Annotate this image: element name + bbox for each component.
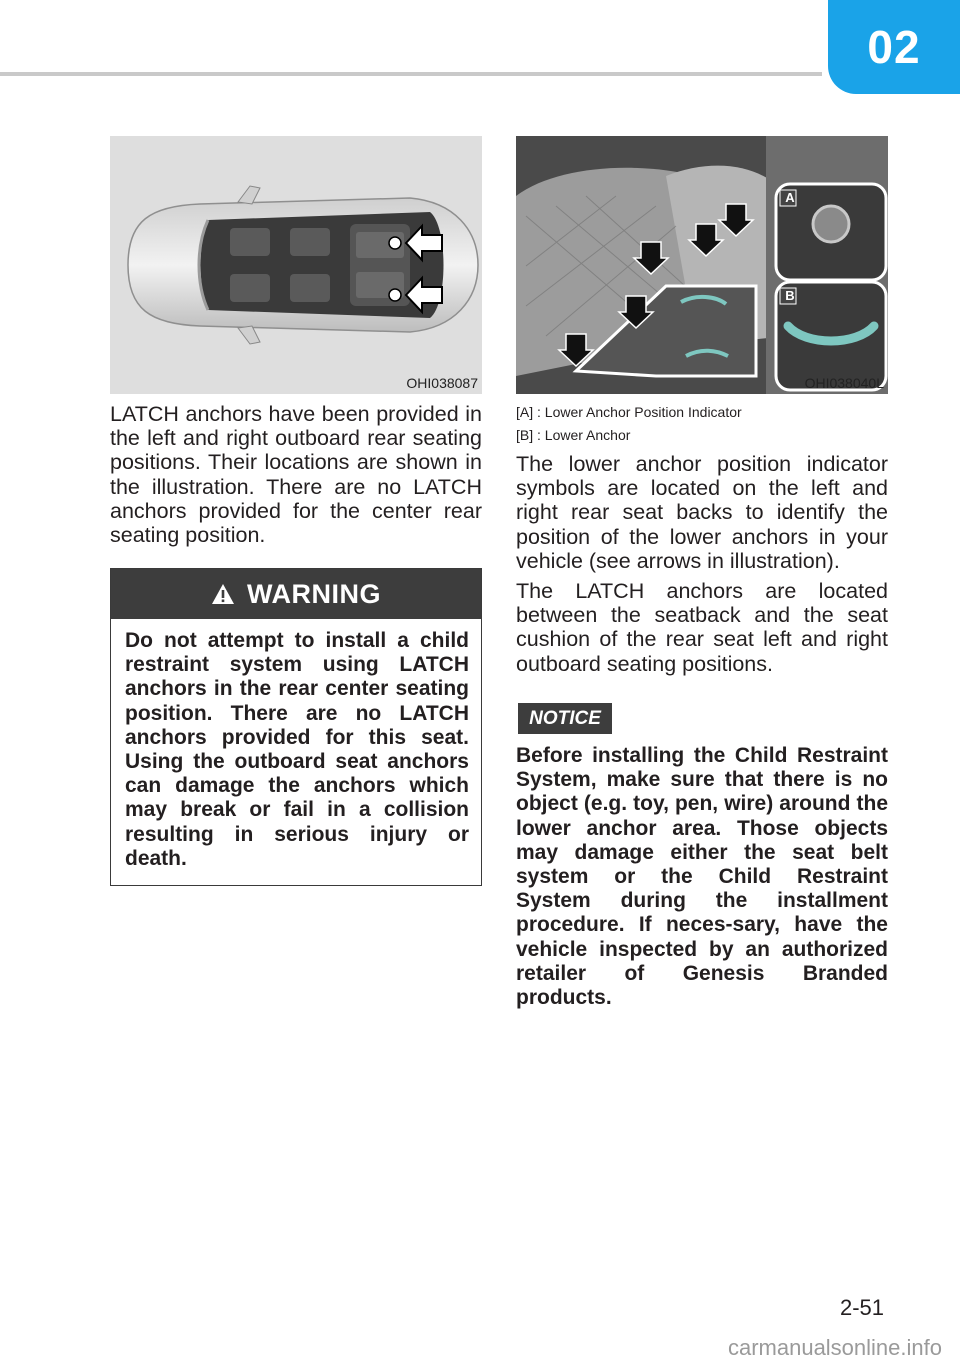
warning-triangle-icon — [211, 583, 235, 605]
notice-badge: NOTICE — [518, 703, 612, 734]
page-number: 2-51 — [840, 1295, 885, 1320]
anchor-location-paragraph: The LATCH anchors are located between the seatback and the seat cushion of the rear seat left and right outboard seating positions. — [516, 579, 888, 676]
car-top-view-illustration — [110, 136, 482, 394]
label-a: A — [785, 190, 795, 205]
car-top-view-drawing — [110, 136, 482, 394]
warning-header — [111, 569, 481, 619]
indicator-paragraph: The lower anchor position indicator symbols are located on the left and right rear seat backs to identify the position of the lower anchors in your vehicle (see arrows in illustration). — [516, 452, 888, 573]
chapter-tab: 02 — [828, 0, 960, 94]
caption-b: [B] : Lower Anchor — [516, 427, 631, 443]
latch-intro-paragraph: LATCH anchors have been provided in the left and right outboard rear seating positions. Their locations are shown in the illustration. There are no LATCH anchors provided for the center rear seating position. — [110, 402, 482, 548]
watermark: carmanualsonline.info — [727, 1335, 942, 1360]
header-rule — [0, 72, 822, 76]
rear-seat-illustration — [516, 136, 888, 394]
label-b: B — [785, 288, 795, 303]
figure-code: OHI038040L — [804, 375, 884, 391]
warning-title: WARNING — [247, 578, 381, 609]
warning-box — [110, 568, 482, 886]
caption-a: [A] : Lower Anchor Position Indicator — [516, 404, 742, 420]
warning-text: Do not attempt to install a child restraint system using LATCH anchors in the rear center seating position. There are no LATCH anchors provided for this seat. Using the outboard seat anchors can damage the anchors which may break or fail in a collision resulting in serious injury or death. — [125, 629, 469, 870]
rear-seat-drawing — [516, 136, 888, 394]
figure-code: OHI038087 — [406, 375, 478, 391]
notice-text: Before installing the Child Restraint System, make sure that there is no object (e.g. toy, pen, wire) around the lower anchor area. Those objects may damage either the seat belt system or the Child Restraint System during the installment procedure. If neces-sary, have the vehicle inspected by an authorized retailer of Genesis Branded products. — [516, 744, 888, 1010]
